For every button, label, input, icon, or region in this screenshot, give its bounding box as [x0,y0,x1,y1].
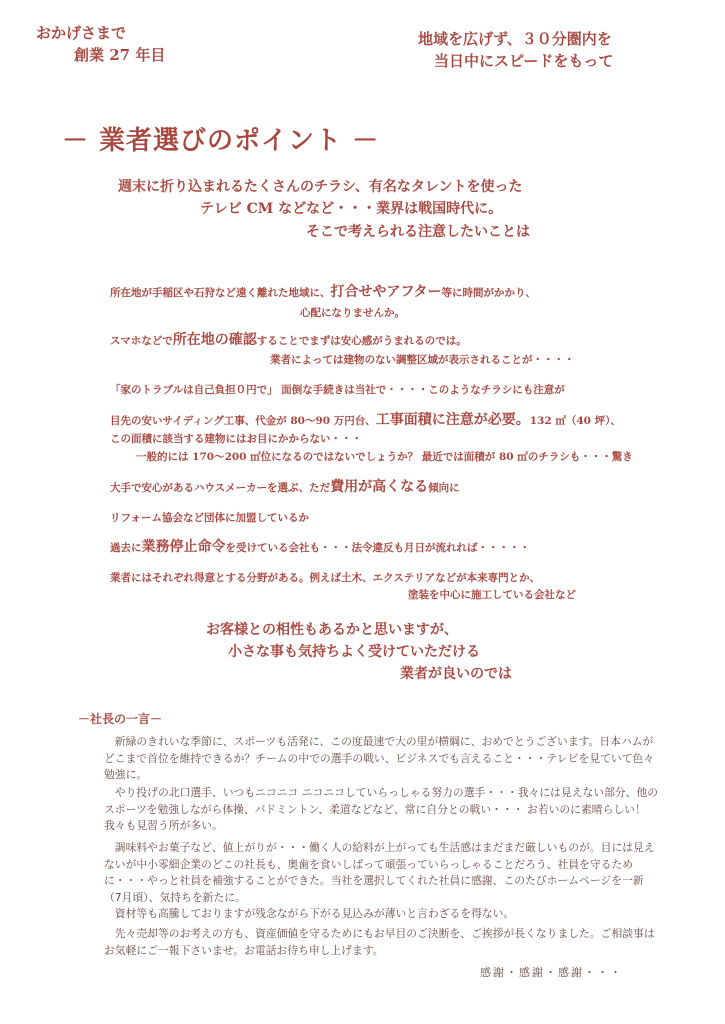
point-text: 傾向に [428,482,460,494]
service-area-notice [418,28,613,72]
point-text: 所在地が手稲区や石狩など遠く離れた地域に、 [110,287,331,299]
closing-line-3: 業者が良いのでは [400,666,512,682]
point-siding-area-cont-1: この面積に該当する建物にはお目にかからない・・・ [110,433,362,445]
point-emphasis: 費用が高くなる [330,479,429,495]
ceo-paragraph-2: やり投げの北口選手、いつもニコニコ ニコニコしていらっしゃる努力の選手・・・我々には見えない部分、他のスポーツを勉強しながら体操、バドミントン、柔道などなど、常に自分との戦い・・・ お若いのに素晴らしい！我々も見習う所が多い。 [104,786,659,833]
point-suspension-order [110,538,530,558]
thanks-line: 感謝・感謝・感謝・・・ [480,966,623,979]
ceo-paragraph-5: 先々売却等のお考えの方も、資産価値を守るためにもお早目のご決断を、ご挨拶が長くなりました。ご相談事はお気軽にご一報下さいませ。お電話お待ち申し上げます。 [104,927,655,957]
point-location-distance-cont: 心配になりませんか。 [300,307,405,319]
founding-notice [36,22,165,66]
point-text: スマホなどで [110,335,173,347]
point-location-check-cont: 業者によっては建物のない調整区域が表示されることが・・・・ [270,354,575,366]
service-area-line-1: 地域を広げず、３０分圏内を [418,30,612,48]
point-emphasis: 打合せやアフター [330,284,442,300]
point-emphasis: 工事面積に注意が必要。 [375,412,530,428]
point-specialty: 業者にはそれぞれ得意とする分野がある。例えば土木、エクステリアなどが本来専門とか、 [110,572,541,584]
point-emphasis: 所在地の確認 [172,332,257,348]
intro-line-3: そこで考えられる注意したいことは [306,224,530,240]
founding-line-2: 創業 27 年目 [74,46,166,64]
point-specialty-cont: 塗装を中心に施工している会社など [408,589,576,601]
page-title: － 業者選びのポイント － [62,126,380,156]
ceo-message-heading: －社長の一言－ [78,712,163,726]
point-text: することでまずは安心感がうまれるのでは。 [256,335,467,347]
point-text: 132 ㎡（40 坪）、 [529,415,621,427]
point-siding-area [110,411,621,431]
intro-line-1: 週末に折り込まれるたくさんのチラシ、有名なタレントを使った [118,179,523,195]
founding-line-1: おかげさまで [36,24,127,42]
point-zero-cost-flyer: 「家のトラブルは自己負担０円で」 面倒な手続きは当社で・・・・このようなチラシにも注意が [110,384,565,396]
point-location-distance [110,283,536,303]
point-text: 大手で安心があるハウスメーカーを選ぶ、ただ [110,482,331,494]
point-association: リフォーム協会など団体に加盟しているか [110,512,309,524]
point-text: 過去に [110,542,142,554]
closing-line-1: お客様との相性もあるかと思いますが、 [206,622,458,638]
ceo-paragraph-4: 資材等も高騰しておりますが残念ながら下がる見込みが薄いと言わざるを得ない。 [114,907,515,920]
point-text: を受けている会社も・・・法令違反も月日が流れれば・・・・・ [225,542,530,554]
service-area-line-2: 当日中にスピードをもって [434,52,614,70]
ceo-paragraph-3: 調味料やお菓子など、値上がりが・・・働く人の給料が上がっても生活感はまだまだ厳しいものが。目には見えないが中小零細企業のどこの社長も、奥歯を食いしばって頑張っていらっしゃることだろう、社員を守るために・・・やっと社員を補強することができた。当社を選択してくれた社員に感謝、このたびホームページを一新（7月頃）、気持ちを新たに。 [104,841,655,904]
point-text: 等に時間がかかり、 [441,287,537,299]
point-location-check [110,331,467,351]
point-emphasis: 業務停止命令 [141,539,226,555]
point-house-maker [110,478,460,498]
ceo-paragraph-1: 新緑のきれいな季節に、スポーツも活発に、この度最速で大の里が横綱に、おめでとうございます。日本ハムがどこまで首位を維持できるか？チームの中での選手の戦い、ビジネスでも言えること・・・テレビを見ていて色々勉強に。 [104,735,655,782]
point-text: 目先の安いサイディング工事、代金が 80～90 万円台、 [110,415,376,427]
point-siding-area-cont-2: 一般的には 170～200 ㎡位になるのではないでしょうか？ 最近では面積が 80 ㎡のチラシも・・・驚き [136,451,633,463]
closing-line-2: 小さな事も気持ちよく受けていただける [228,644,480,660]
intro-line-2: テレビ CM などなど・・・業界は戦国時代に。 [200,201,503,217]
